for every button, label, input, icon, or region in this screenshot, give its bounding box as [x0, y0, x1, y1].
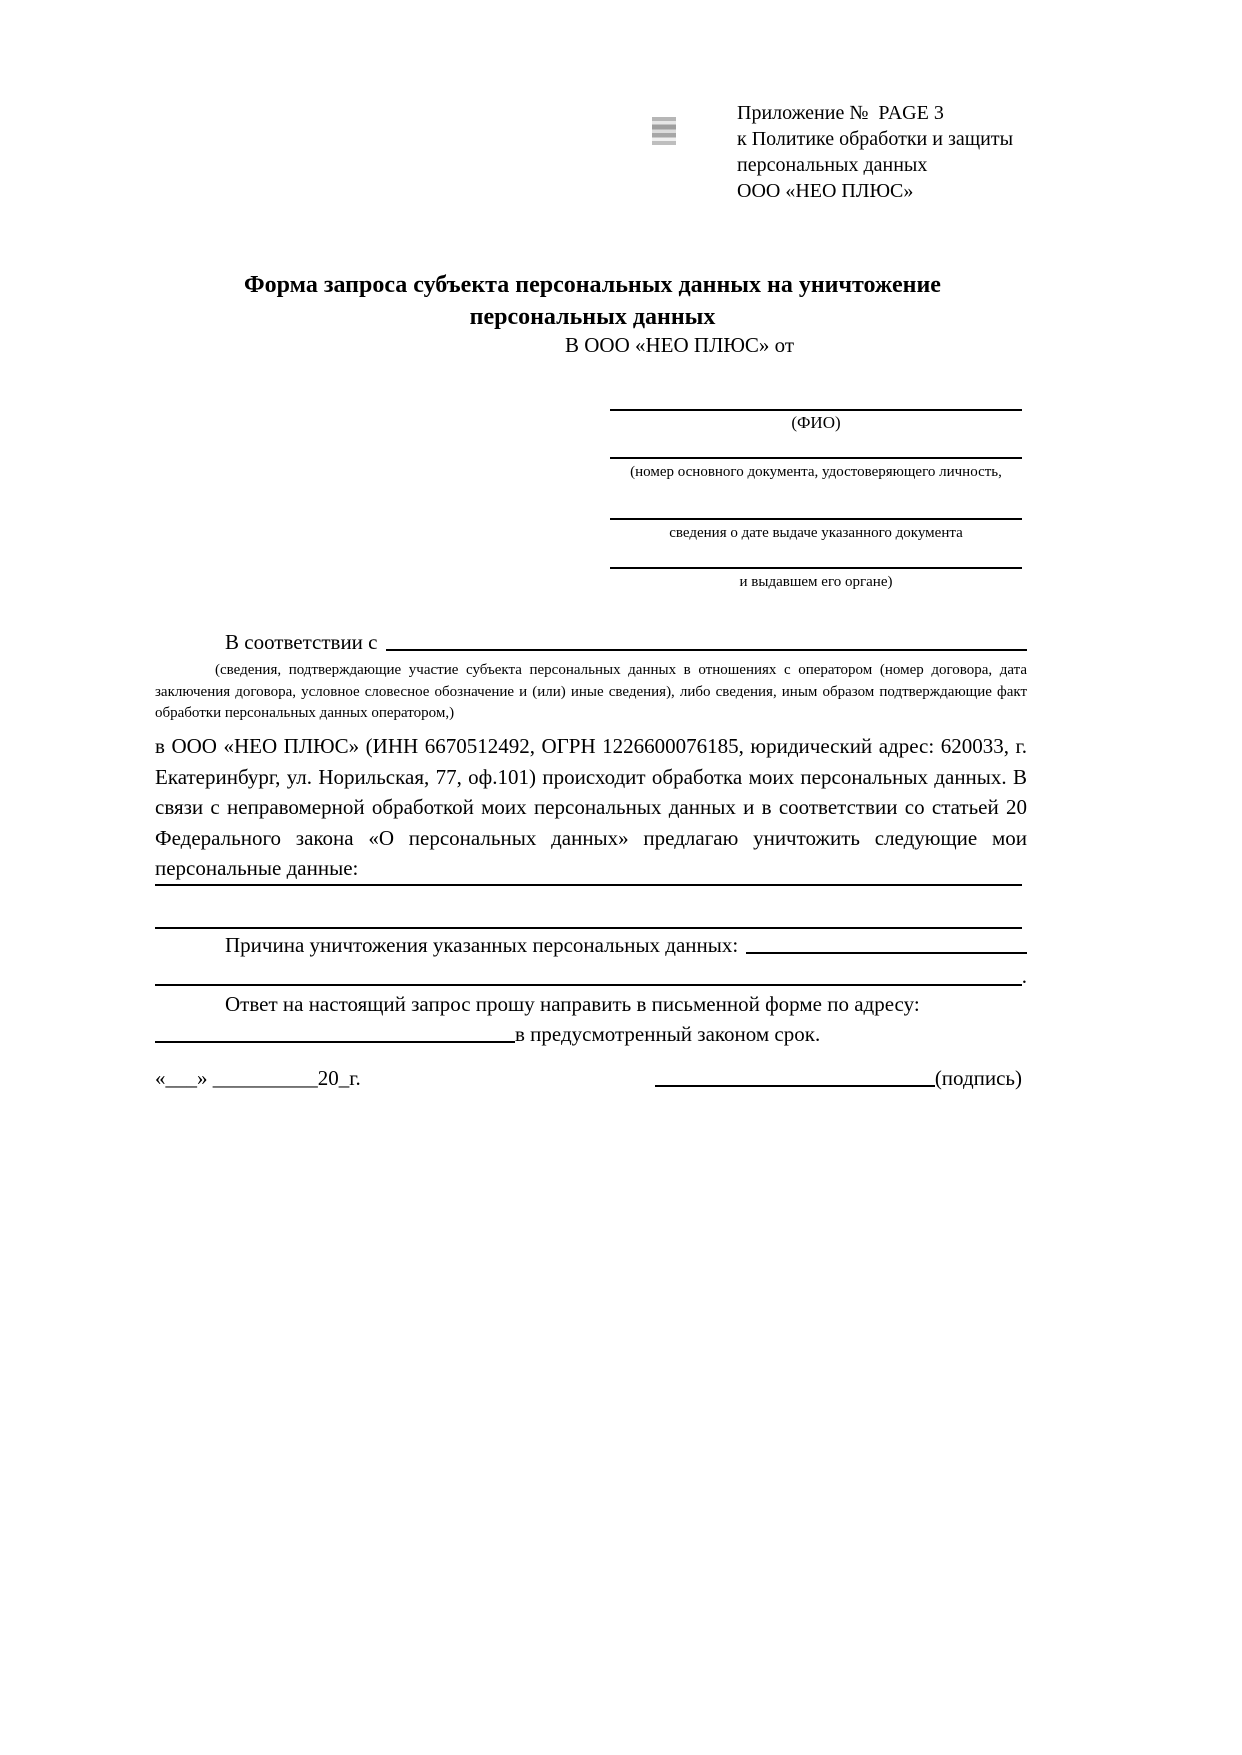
date-line: «___» __________20_г.	[155, 1066, 361, 1090]
response-request-line: Ответ на настоящий запрос прошу направить в письменной форме по адресу:	[225, 992, 920, 1016]
signature-group	[655, 1066, 1022, 1091]
signature-blank-line	[655, 1066, 935, 1087]
signature-caption: (подпись)	[934, 1066, 1022, 1090]
fio-caption: (ФИО)	[791, 413, 841, 432]
pixelated-image-icon	[652, 117, 676, 145]
document-number-blank-line	[610, 457, 1022, 459]
response-suffix: в предусмотренный законом срок.	[515, 1022, 821, 1046]
address-blank-line	[155, 1022, 515, 1043]
data-blank-line-1	[155, 884, 1022, 886]
issue-date-blank-line	[610, 518, 1022, 520]
accordance-blank-line	[386, 630, 1028, 651]
reason-continuation-line	[155, 964, 1027, 989]
reason-label: Причина уничтожения указанных персональных данных:	[225, 933, 739, 957]
fio-blank-line	[610, 409, 1022, 411]
title-line-2: персональных данных	[469, 304, 716, 330]
reason-line	[155, 933, 1027, 958]
date-signature-row	[155, 1066, 1022, 1091]
issuing-authority-blank-line	[610, 567, 1022, 569]
appendix-note	[737, 100, 1067, 204]
policy-line-1: к Политике обработки и защиты	[737, 128, 1014, 150]
issuing-authority-caption: и выдавшем его органе)	[739, 574, 893, 590]
company-name: ООО «НЕО ПЛЮС»	[737, 180, 914, 202]
body-paragraph: в ООО «НЕО ПЛЮС» (ИНН 6670512492, ОГРН 1226600076185, юридический адрес: 620033, г. Екатеринбург, ул. Норильская, 77, оф.101) происходит обработка моих персональных данных. В связи с неправомерной обработкой моих персональных данных и в соответствии со статьей 20 Федерального закона «О персональных данных» предлагаю уничтожить следующие мои персональные данные:	[155, 734, 1027, 880]
data-blank-line-2	[155, 927, 1022, 929]
appendix-line: Приложение № PAGE 3	[737, 102, 944, 124]
document-number-caption: (номер основного документа, удостоверяющего личность,	[630, 464, 1002, 480]
title-line-1: Форма запроса субъекта персональных данных на уничтожение	[244, 272, 941, 298]
reason-continuation-blank-line	[155, 964, 1022, 986]
accordance-footnote: (сведения, подтверждающие участие субъекта персональных данных в отношениях с оператором (номер договора, дата заключения договора, условное словесное обозначение и (или) иные сведения), либо сведения, иным образом подтверждающие факт обработки персональных данных оператором,)	[155, 662, 1027, 721]
reason-blank-line	[746, 933, 1027, 954]
document-title	[155, 269, 1030, 333]
accordance-label: В соответствии с	[225, 630, 378, 654]
response-address-line	[155, 1022, 1027, 1047]
accordance-line	[155, 630, 1027, 655]
period-char: .	[1021, 964, 1027, 988]
addressee-line: В ООО «НЕО ПЛЮС» от	[565, 333, 795, 357]
policy-line-2: персональных данных	[737, 154, 928, 176]
issue-date-caption: сведения о дате выдаче указанного документа	[669, 525, 963, 541]
